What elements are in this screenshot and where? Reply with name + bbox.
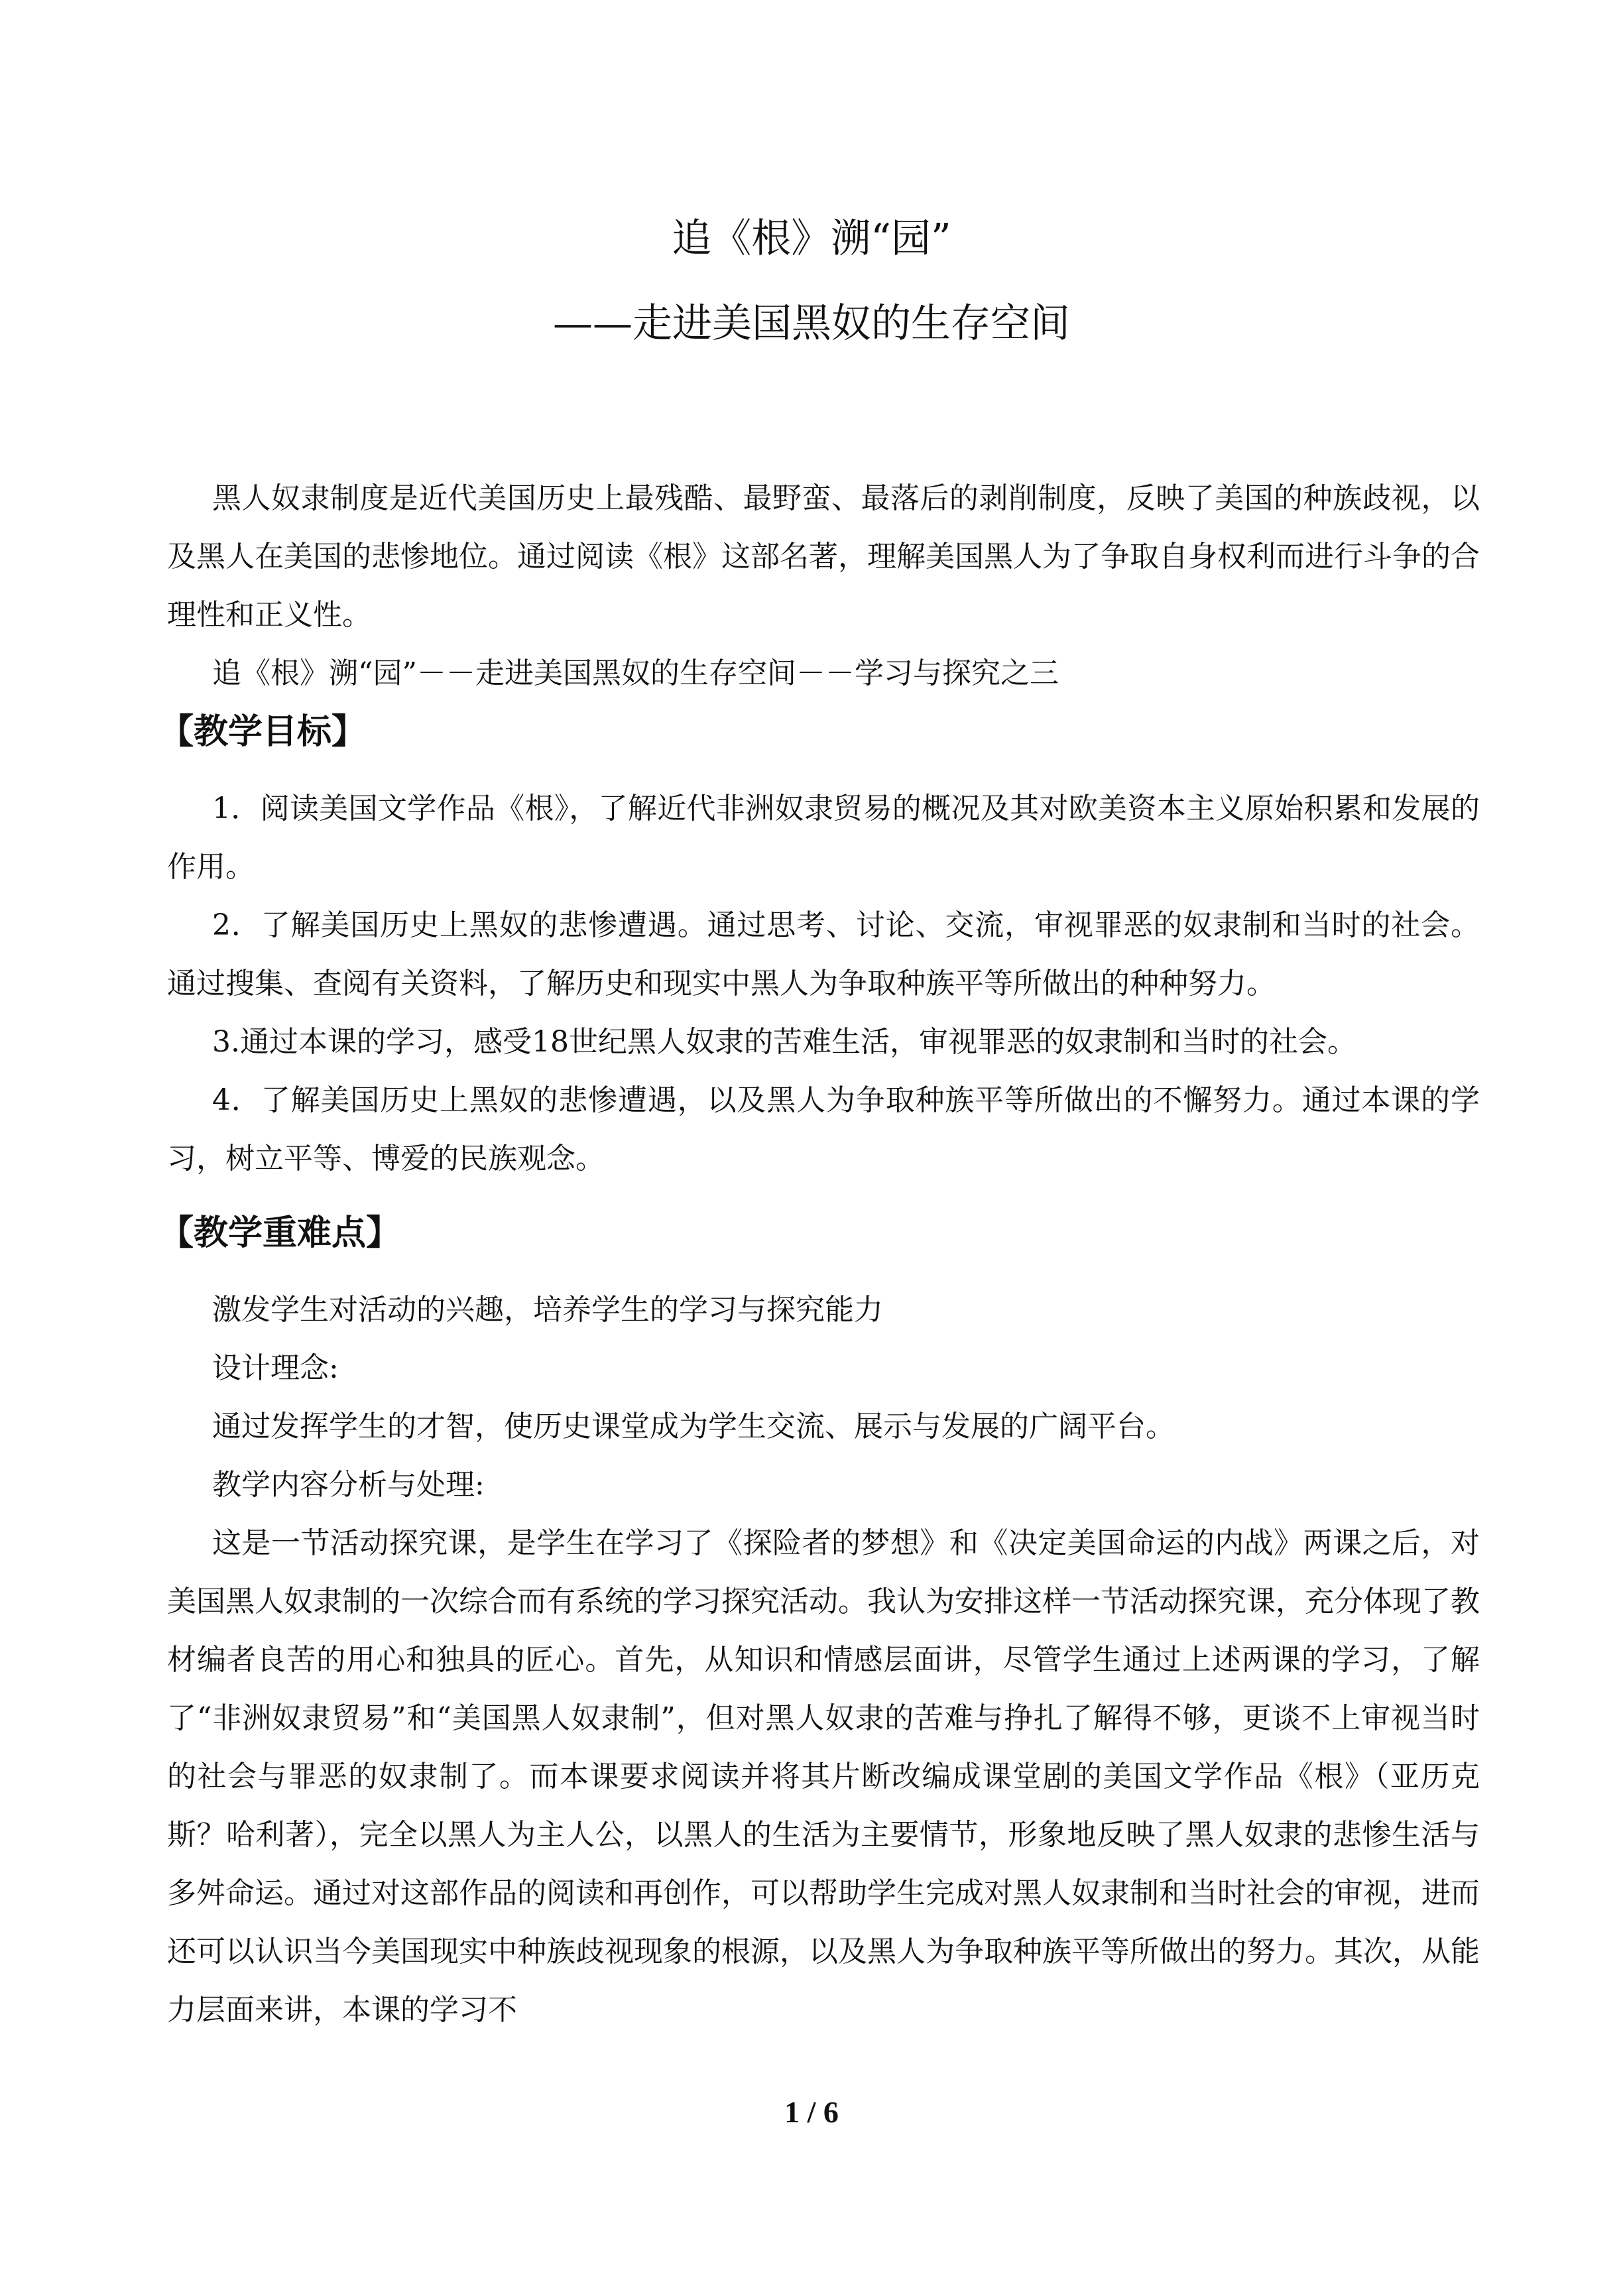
objective-item-2: 2．了解美国历史上黑奴的悲惨遭遇。通过思考、讨论、交流，审视罪恶的奴隶制和当时的社会。通过搜集、查阅有关资料，了解历史和现实中黑人为争取种族平等所做出的种种努力。	[167, 908, 1480, 1000]
key-points-focus: 激发学生对活动的兴趣，培养学生的学习与探究能力	[212, 1293, 883, 1327]
document-subtitle: ——走进美国黑奴的生存空间	[553, 300, 1070, 347]
intro-paragraph: 黑人奴隶制度是近代美国历史上最残酷、最野蛮、最落后的剥削制度，反映了美国的种族歧视，以及黑人在美国的悲惨地位。通过阅读《根》这部名著，理解美国黑人为了争取自身权利而进行斗争的合理性和正义性。	[167, 481, 1480, 632]
document-title: 追《根》溯“园”	[672, 215, 951, 262]
objective-item-3: 3.通过本课的学习，感受18世纪黑人奴隶的苦难生活，审视罪恶的奴隶制和当时的社会。	[212, 1025, 1356, 1059]
design-concept-label: 设计理念:	[212, 1351, 339, 1385]
design-concept-text: 通过发挥学生的才智，使历史课堂成为学生交流、展示与发展的广阔平台。	[212, 1410, 1175, 1443]
objective-item-1: 1．阅读美国文学作品《根》，了解近代非洲奴隶贸易的概况及其对欧美资本主义原始积累和发展的作用。	[167, 792, 1480, 884]
content-analysis-label: 教学内容分析与处理:	[212, 1468, 485, 1502]
page-number: 1 / 6	[784, 2095, 839, 2129]
key-points-heading: 【教学重难点】	[159, 1213, 401, 1253]
objectives-heading: 【教学目标】	[159, 711, 367, 752]
content-analysis-text: 这是一节活动探究课，是学生在学习了《探险者的梦想》和《决定美国命运的内战》两课之后，对美国黑人奴隶制的一次综合而有系统的学习探究活动。我认为安排这样一节活动探究课，充分体现了教材编者良苦的用心和独具的匠心。首先，从知识和情感层面讲，尽管学生通过上述两课的学习，了解了“非洲奴隶贸易”和“美国黑人奴隶制”，但对黑人奴隶的苦难与挣扎了解得不够，更谈不上审视当时的社会与罪恶的奴隶制了。而本课要求阅读并将其片断改编成课堂剧的美国文学作品《根》（亚历克斯？哈利著），完全以黑人为主人公，以黑人的生活为主要情节，形象地反映了黑人奴隶的悲惨生活与多舛命运。通过对这部作品的阅读和再创作，可以帮助学生完成对黑人奴隶制和当时社会的审视，进而还可以认识当今美国现实中种族歧视现象的根源，以及黑人为争取种族平等所做出的努力。其次，从能力层面来讲，本课的学习不	[167, 1526, 1480, 2027]
intro-subtitle-line: 追《根》溯“园”－－走进美国黑奴的生存空间－－学习与探究之三	[212, 656, 1059, 690]
objective-item-4: 4．了解美国历史上黑奴的悲惨遭遇，以及黑人为争取种族平等所做出的不懈努力。通过本课的学习，树立平等、博爱的民族观念。	[167, 1083, 1480, 1176]
